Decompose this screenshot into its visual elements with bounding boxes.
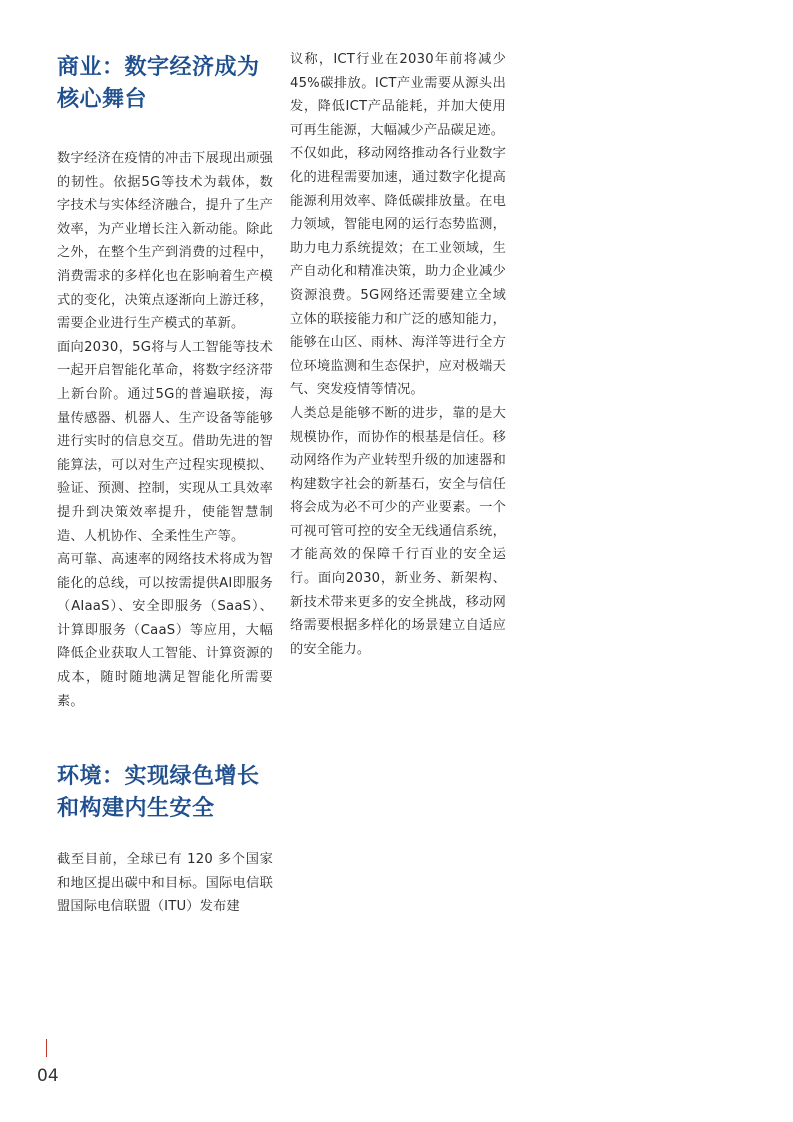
paragraph: 高可靠、高速率的网络技术将成为智能化的总线，可以按需提供AI即服务（AIaaS）、安全即服务（SaaS）、计算即服务（CaaS）等应用，大幅降低企业获取人工智能、计算资源的成本，随时随地满足智能化所需要素。: [57, 552, 273, 709]
paragraph: 人类总是能够不断的进步，靠的是大规模协作，而协作的根基是信任。移动网络作为产业转型升级的加速器和构建数字社会的新基石，安全与信任将会成为必不可少的产业要素。一个可视可管可控的安全无线通信系统，才能高效的保障千行百业的安全运行。面向2030，新业务、新架构、新技术带来更多的安全挑战，移动网络需要根据多样化的场景建立自适应的安全能力。: [290, 405, 506, 657]
page-marker-line: [46, 1039, 47, 1057]
paragraph: 不仅如此，移动网络推动各行业数字化的进程需要加速，通过数字化提高能源利用效率、降低碳排放量。在电力领域，智能电网的运行态势监测，助力电力系统提效；在工业领域，生产自动化和精准决策，助力企业减少资源浪费。5G网络还需要建立全域立体的联接能力和广泛的感知能力，能够在山区、雨林、海洋等进行全方位环境监测和生态保护，应对极端天气、突发疫情等情况。: [290, 146, 506, 398]
paragraph: 数字经济在疫情的冲击下展现出顽强的韧性。依据5G等技术为载体，数字技术与实体经济融合，提升了生产效率，为产业增长注入新动能。除此之外，在整个生产到消费的过程中，消费需求的多样化也在影响着生产模式的变化，决策点逐渐向上游迁移，需要企业进行生产模式的革新。: [57, 151, 273, 332]
paragraph: 议称，ICT行业在2030年前将减少45%碳排放。ICT产业需要从源头出发，降低ICT产品能耗，并加大使用可再生能源，大幅减少产品碳足迹。: [290, 52, 506, 138]
section-title-environment: 环境：实现绿色增长和构建内生安全: [57, 764, 260, 822]
right-column: [290, 48, 506, 661]
paragraph: 面向2030，5G将与人工智能等技术一起开启智能化革命，将数字经济带上新台阶。通过5G的普遍联接，海量传感器、机器人、生产设备等能够进行实时的信息交互。借助先进的智能算法，可以对生产过程实现模拟、验证、预测、控制，实现从工具效率提升到决策效率提升，使能智慧制造、人机协作、全柔性生产等。: [57, 339, 273, 544]
section-title-commerce: 商业：数字经济成为核心舞台: [57, 55, 260, 112]
page-number: 04: [37, 1066, 59, 1086]
left-column: [57, 52, 273, 919]
paragraph: 截至目前，全球已有 120 多个国家和地区提出碳中和目标。国际电信联盟国际电信联盟（ITU）发布建: [57, 852, 273, 915]
